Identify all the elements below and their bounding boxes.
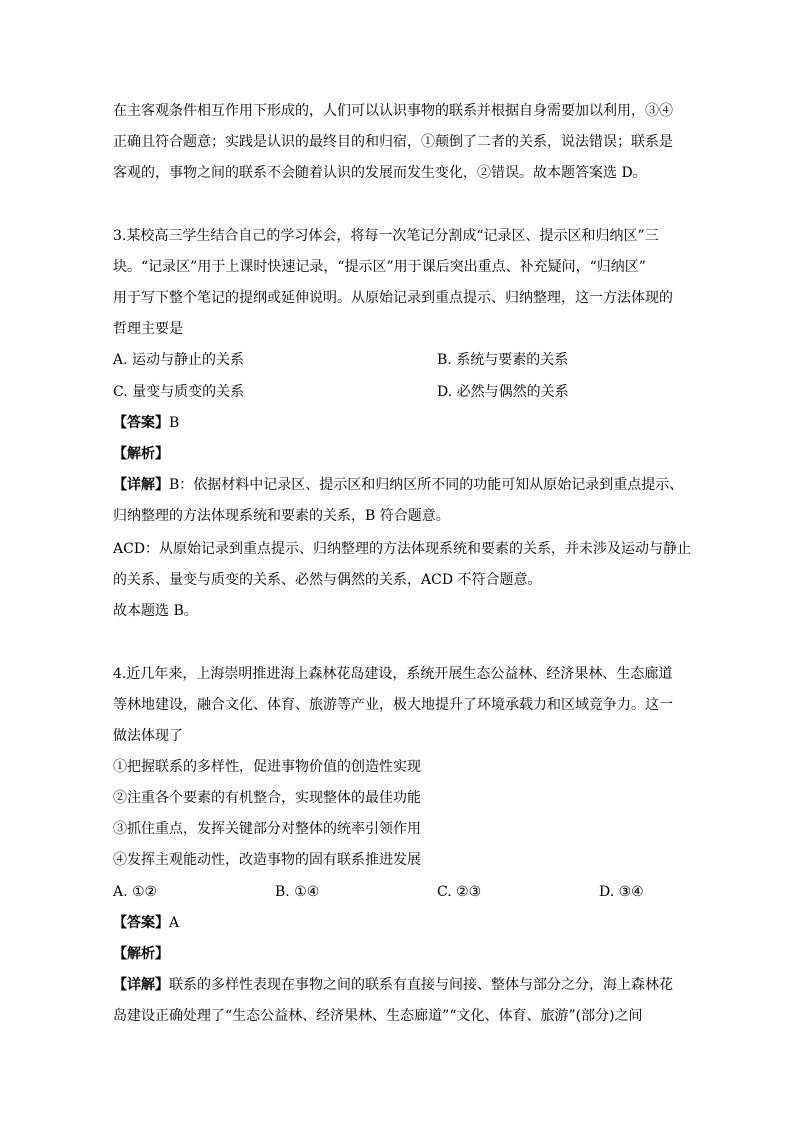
q4-stem-line: 等林地建设，融合文化、体育、旅游等产业，极大地提升了环境承载力和区域竞争力。这一 xyxy=(113,697,673,713)
q3-option-c: C. 量变与质变的关系 xyxy=(113,384,245,400)
q3-detail-line: 故本题选 B。 xyxy=(113,603,198,619)
q4-statement: ②注重各个要素的有机整合，实现整体的最佳功能 xyxy=(113,790,421,806)
q4-detail-line: 岛建设正确处理了“生态公益林、经济果林、生态廊道”“文化、体育、旅游”(部分)之间 xyxy=(113,1008,643,1024)
q3-detail-line: ACD：从原始记录到重点提示、归纳整理的方法体现系统和要素的关系，并未涉及运动与静止 xyxy=(113,541,692,557)
q4-analysis-label: 【解析】 xyxy=(113,946,169,962)
detail-label: 【详解】 xyxy=(113,977,169,993)
q4-statement: ④发挥主观能动性，改造事物的固有联系推进发展 xyxy=(113,852,421,868)
answer-value: A xyxy=(169,915,180,931)
q4-stem-line: 4.近几年来，上海崇明推进海上森林花岛建设，系统开展生态公益林、经济果林、生态廊道 xyxy=(113,666,673,682)
q3-stem-line: 3.某校高三学生结合自己的学习体会，将每一次笔记分割成“记录区、提示区和归纳区”三 xyxy=(113,228,659,244)
detail-text: B：依据材料中记录区、提示区和归纳区所不同的功能可知从原始记录到重点提示、 xyxy=(169,477,684,493)
q2-tail-line: 正确且符合题意；实践是认识的最终目的和归宿，①颠倒了二者的关系，说法错误；联系是 xyxy=(113,134,673,150)
q3-stem-line: 用于写下整个笔记的提纲或延伸说明。从原始记录到重点提示、归纳整理，这一方法体现的 xyxy=(113,290,673,306)
q3-stem-line: 哲理主要是 xyxy=(113,321,183,337)
q3-detail-line: 的关系、量变与质变的关系、必然与偶然的关系，ACD 不符合题意。 xyxy=(113,572,542,588)
q4-stem-line: 做法体现了 xyxy=(113,728,183,744)
q4-option-b: B. ①④ xyxy=(275,884,320,900)
q3-detail-line: 归纳整理的方法体现系统和要素的关系，B 符合题意。 xyxy=(113,508,450,524)
answer-label: 【答案】 xyxy=(113,915,169,931)
q4-option-a: A. ①② xyxy=(113,884,158,900)
q2-tail-line: 客观的，事物之间的联系不会随着认识的发展而发生变化，②错误。故本题答案选 D。 xyxy=(113,165,647,181)
answer-label: 【答案】 xyxy=(113,415,169,431)
q3-detail-line xyxy=(113,475,693,495)
detail-text: 联系的多样性表现在事物之间的联系有直接与间接、整体与部分之分，海上森林花 xyxy=(169,977,673,993)
q3-answer-row xyxy=(113,413,693,433)
q4-detail-line xyxy=(113,975,693,995)
answer-value: B xyxy=(169,415,180,431)
q3-option-b: B. 系统与要素的关系 xyxy=(437,352,569,368)
q4-answer-row xyxy=(113,913,693,933)
q4-option-c: C. ②③ xyxy=(437,884,482,900)
detail-label: 【详解】 xyxy=(113,477,169,493)
q4-statement: ①把握联系的多样性，促进事物价值的创造性实现 xyxy=(113,759,421,775)
q3-stem-line: 块。“记录区”用于上课时快速记录，“提示区”用于课后突出重点、补充疑问，“归纳区” xyxy=(113,259,646,275)
q4-option-d: D. ③④ xyxy=(599,884,644,900)
q2-tail-line: 在主客观条件相互作用下形成的，人们可以认识事物的联系并根据自身需要加以利用，③④ xyxy=(113,103,673,119)
q3-option-d: D. 必然与偶然的关系 xyxy=(437,384,569,400)
q3-option-a: A. 运动与静止的关系 xyxy=(113,352,245,368)
q4-statement: ③抓住重点，发挥关键部分对整体的统率引领作用 xyxy=(113,821,421,837)
q3-analysis-label: 【解析】 xyxy=(113,446,169,462)
